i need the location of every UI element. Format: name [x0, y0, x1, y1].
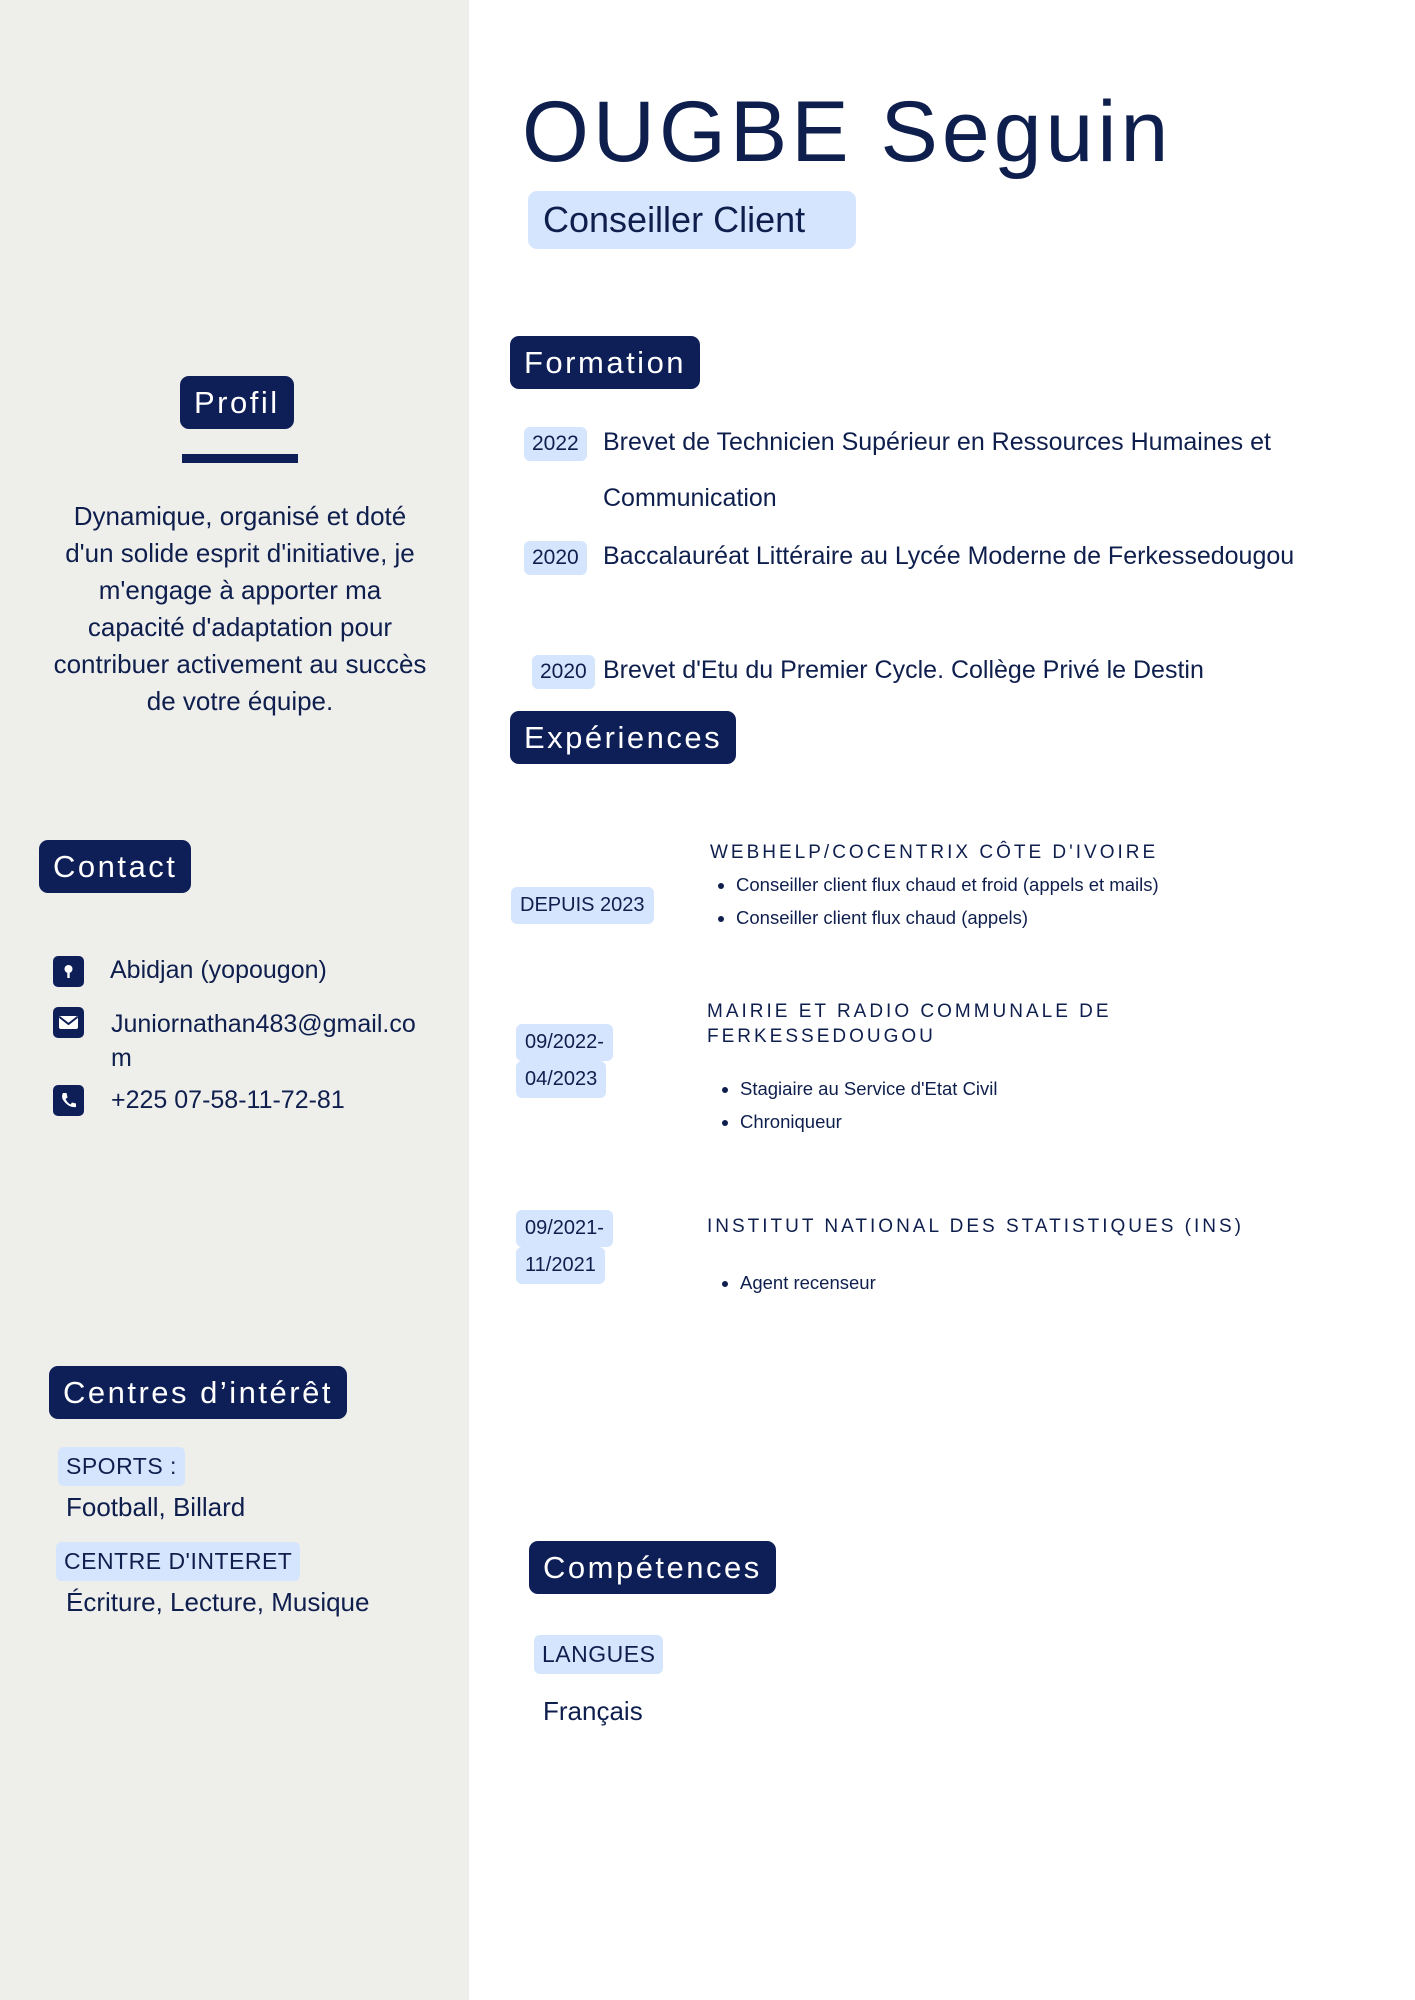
- candidate-name: OUGBE Seguin: [522, 84, 1173, 180]
- contact-email-line1: Juniornathan483@gmail.co: [111, 1010, 416, 1038]
- experience-date-end: 11/2021: [516, 1247, 605, 1284]
- langues-value: Français: [543, 1696, 643, 1726]
- centre-interet-label: CENTRE D'INTERET: [56, 1542, 300, 1581]
- envelope-icon: [53, 1007, 84, 1038]
- experience-duties: [714, 1072, 998, 1138]
- experience-duty: • Conseiller client flux chaud et froid (appels et mails): [736, 868, 1159, 901]
- sports-label: SPORTS :: [58, 1447, 185, 1486]
- experience-company: [707, 999, 1112, 1049]
- formation-year: 2020: [524, 541, 587, 575]
- formation-degree: [603, 414, 1271, 526]
- job-title: Conseiller Client: [528, 191, 856, 249]
- sidebar: [0, 0, 469, 2000]
- contact-email[interactable]: [111, 1007, 451, 1075]
- experience-date-start: 09/2021-: [516, 1210, 613, 1247]
- experience-duties: [714, 1266, 876, 1299]
- formation-year: 2022: [524, 427, 587, 461]
- competences-heading: Compétences: [529, 1541, 776, 1594]
- experience-date: DEPUIS 2023: [511, 887, 654, 924]
- experience-duty: • Chroniqueur: [740, 1105, 998, 1138]
- contact-phone[interactable]: +225 07-58-11-72-81: [111, 1086, 345, 1114]
- profil-underline: [182, 454, 298, 463]
- profil-text: Dynamique, organisé et doté d'un solide esprit d'initiative, je m'engage à apporter ma capacité d'adaptation pour contribuer activement au succès de votre équipe.: [53, 501, 427, 716]
- experience-company-line2: FERKESSEDOUGOU: [707, 1026, 936, 1047]
- langues-label: LANGUES: [534, 1635, 663, 1674]
- experience-company-line1: MAIRIE ET RADIO COMMUNALE DE: [707, 1001, 1112, 1022]
- phone-icon: [53, 1085, 84, 1116]
- sports-value: Football, Billard: [66, 1492, 246, 1522]
- contact-email-line2: m: [111, 1044, 132, 1072]
- experience-date-start: 09/2022-: [516, 1024, 613, 1061]
- contact-location: Abidjan (yopougon): [110, 956, 327, 984]
- formation-heading: Formation: [510, 336, 700, 389]
- formation-degree: Brevet d'Etu du Premier Cycle. Collège Privé le Destin: [603, 656, 1204, 684]
- experience-duty: • Conseiller client flux chaud (appels): [736, 901, 1159, 934]
- contact-heading: Contact: [39, 840, 191, 893]
- experience-duty: • Agent recenseur: [740, 1266, 876, 1299]
- experience-duty: • Stagiaire au Service d'Etat Civil: [740, 1072, 998, 1105]
- formation-degree-line2: Communication: [603, 484, 777, 512]
- profil-heading: Profil: [180, 376, 294, 429]
- formation-degree-line1: Brevet de Technicien Supérieur en Ressources Humaines et: [603, 428, 1271, 456]
- centre-interet-value: Écriture, Lecture, Musique: [66, 1587, 370, 1617]
- experience-duties: [710, 868, 1159, 934]
- location-pin-icon: [53, 956, 84, 987]
- formation-degree: Baccalauréat Littéraire au Lycée Moderne de Ferkessedougou: [603, 542, 1295, 570]
- interests-heading: Centres d’intérêt: [49, 1366, 347, 1419]
- experience-company: INSTITUT NATIONAL DES STATISTIQUES (INS): [707, 1216, 1244, 1237]
- experiences-heading: Expériences: [510, 711, 736, 764]
- experience-company: WEBHELP/COCENTRIX CÔTE D'IVOIRE: [710, 842, 1159, 863]
- experience-date-end: 04/2023: [516, 1061, 606, 1098]
- formation-year: 2020: [532, 655, 595, 689]
